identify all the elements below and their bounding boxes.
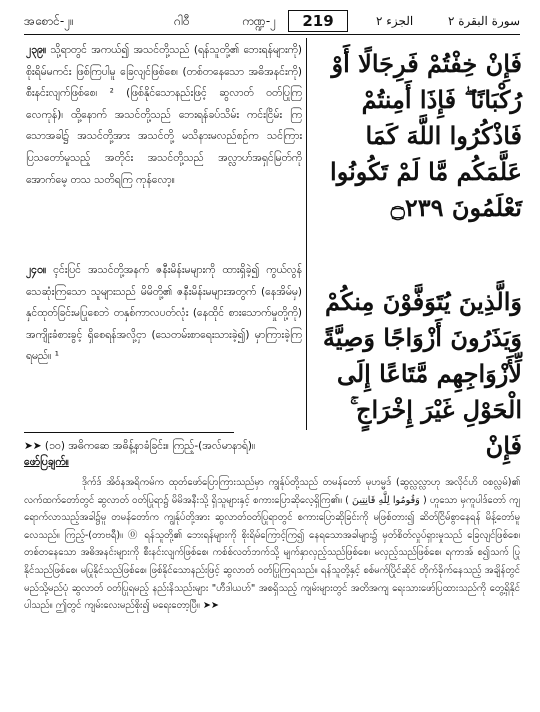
verse-239-arabic: فَإِنْ خِفْتُمْ فَرِجَالًا أَوْ رُكْبَانًا ۖ فَإِذَا أَمِنتُمْ فَاذْكُرُوا اللَّهَ كَمَا عَلَّمَكُم مَّا لَمْ تَكُونُوا تَعْلَمُونَ ۝٢٣٩ (330, 49, 522, 222)
page-header (24, 10, 520, 34)
header-rule (24, 34, 520, 35)
commentary-heading: ဖော်ပြချက်။ (24, 456, 69, 468)
header-section: ဂါဝီ (174, 14, 190, 28)
verse-239-translation (26, 40, 302, 191)
header-part: ကဏ္ဍ-၂ (242, 14, 277, 28)
footnote-rule (24, 432, 234, 433)
verse-240-translation (26, 260, 302, 368)
column-divider (306, 38, 307, 430)
commentary-text: ဒိုက်ဒ် အိဝ်နအရိကမ်က ထုတ်ဖော်ပြောကြားသည်မှာ ကျွန်ုပ်တို့သည် တမန်တော် မုဟမ္မဒ် (ဆွလ္လလ္လာဟု အလိုင်ဟိ ဝစလ္လမ်)၏ လက်ထက်တော်တွင် ဆွလာတ် ဝတ်ပြုရာ၌ မိမိအနီးသို့ ရှိသူများနှင့် စကားပြောဆိုလေ့ရှိကြ၏။ ( وَقُومُوا لِلَّهِ قَانِتِينَ ) ဟူသော မှကူပါဒ်တော် ကျရောက်လာသည့်အခါ၌မူ တမန်တော်က ကျွန်ုပ်တို့အား ဆွလာတ်ဝတ်ပြုရာတွင် စကားပြောဆိုခြင်းကို မဖြစ်တား၍ ဆိတ်ငြိမ်စွာနေရန် မိန့်တော်မူလေသည်။ ကြည့်-(တာဗရီ)။ ⓪ ရန်သူတို့၏ ဘေးရန်များကို စိုးရိမ်ကြောင့်ကြ၍ နေရသောအခါများ၌ မှတ်စိတ်လှုပ်ရှားမှုသည် ခြေလျင်ဖြစ်စေ၊ တစ်တနေသော အဓိအနင်းများကို စီးနင်းလျက်ဖြစ်စေ၊ ကစ်စ်လတ်ဘက်သို့ မျက်နှာလှည့်သည်ဖြစ်စေ၊ မလှည့်သည်ဖြစ်စေ၊ ရကာအ် စ၍သက် ပြုနိုင်သည်ဖြစ်စေ၊ မပြုနိုင်သည်ဖြစ်စေ၊ ဖြစ်နိုင်သောနည်းဖြင့် ဆွလာတ် ဝတ်ပြုကြရသည်။ ရန်သူတို့နှင့် စစ်မက်ပြိုင်ဆိုင် တိုက်ခိုက်နေသည့် အချိန်တွင် မည်သို့မည်ပုံ ဆွလာတ် ဝတ်ပြုရမည့် နည်းနိသည်းများ "ဟီဒါယဟ်" အစရှိသည့် ကျမ်းများတွင် အတိအကျ ရေးသားဖော်ပြထားသည်ကို တွေ့ရှိနိုင်ပါသည်။ ဤတွင် ကျမ်းလေးမည်စိုး၍ မရေးတော့ပြီ။ ➤➤ (24, 477, 520, 612)
verse-239-number: ၂၃၉။ (26, 44, 47, 56)
header-juz: الجزء ۲ (376, 14, 414, 28)
header-surah: سورة البقرة ۲ (447, 14, 520, 28)
commentary-body (24, 474, 520, 615)
verse-240-number: ၂၄၀။ (26, 264, 47, 276)
verse-240-arabic: وَالَّذِينَ يُتَوَفَّوْنَ مِنكُمْ وَيَذَرُونَ أَزْوَاجًا وَصِيَّةً لِّأَزْوَاجِهِم مَّتَاعًا إِلَى الْحَوْلِ غَيْرَ إِخْرَاجٍ ۚ فَإِنْ (322, 287, 522, 460)
verse-240-text: ၚင်းပြင် အသင်တို့အနက် ဇနီးမိန်းမများကို ထားရှိခဲ့၍ ကွယ်လွန်သေဆုံးကြသော သူများသည် မိမိတို့၏ ဇနီးမိန်းမများအတွက် (နေအိမ်မှ) နှင်ထုတ်ခြင်းမပြုစေဘဲ တနှစ်ကာလပတ်လုံး (နေထိုင် စားသောက်မှုတို့ကို) အကျိုးခံစားခွင့် ရှိစေရန်အလို့ငှာ (သေတမ်းစာရေးသားခဲ့၍) မှာကြားခဲ့ကြရမည်။ ¹ (26, 264, 302, 363)
footnote: ➤➤ (၁၀) အဓိကဆေ အဓိန့်နာခံခြင်း။ ကြည့်-(အလ်မာနာရ်)။ (24, 440, 256, 452)
page-number: 219 (288, 10, 348, 32)
header-volume: အစောင်-၂။ (24, 14, 74, 28)
verse-239-text: သို့ရာတွင် အကယ်၍ အသင်တို့သည် (ရန်သူတို့၏ ဘေးရန်များကို) စိုးရိမ်မကင်း ဖြစ်ကြပါမူ ခြေလျင်ဖြစ်စေ၊ (တစ်တနေသော အဓိအနင်းကို) စီးနင်းလျက်ဖြစ်စေ၊ ² (ဖြစ်နိုင်သောနည်းဖြင့် ဆွလာတ် ဝတ်ပြုကြ လေကုန်)၊ ထို့နောက် အသင်တို့သည် ဘေးရန်ခပ်သိမ်း ကင်းငြိမ်း ကြသောအခါ၌ အသင်တို့အား အသင်တို့ မသိနားမလည်စဉ်က သင်ကြား ပြသတော်မူသည့် အတိုင်း အသင်တို့သည် အလ္လာဟ်အရှင်မြတ်ကို အောက်မေ့ တသ သတိရကြ ကုန်လော့။ (26, 44, 303, 186)
